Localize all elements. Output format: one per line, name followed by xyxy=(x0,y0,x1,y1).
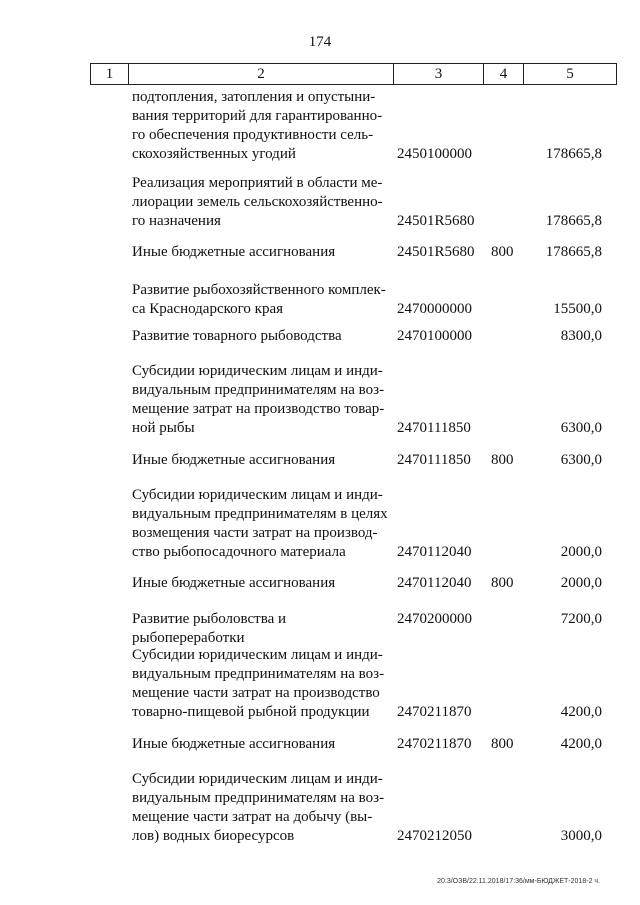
row-code: 2470112040 xyxy=(397,575,472,591)
description-line: мещение части затрат на производство xyxy=(132,685,380,701)
footer-stamp: 20.3/ОЗВ/22.11.2018/17:36/мм-БЮДЖЕТ-2018-2 ч. xyxy=(437,878,600,885)
description-line: Развитие рыболовства и рыбопереработки xyxy=(132,611,287,646)
row-amount: 2000,0 xyxy=(560,544,602,560)
row-code: 2470200000 xyxy=(397,611,472,627)
row-description xyxy=(132,610,390,648)
page-number: 174 xyxy=(308,34,332,50)
description-line: Субсидии юридическим лицам и инди- xyxy=(132,363,383,379)
description-line: Иные бюджетные ассигнования xyxy=(132,575,336,591)
description-line: Субсидии юридическим лицам и инди- xyxy=(132,771,383,787)
description-line: го назначения xyxy=(132,213,221,229)
description-line: видуальным предпринимателям на воз- xyxy=(132,382,385,398)
description-line: Развитие рыбохозяйственного комплек- xyxy=(132,282,386,298)
row-description xyxy=(132,486,390,562)
row-code: 24501R5680 xyxy=(397,213,475,229)
row-description xyxy=(132,646,390,722)
row-amount: 178665,8 xyxy=(545,244,602,260)
row-code: 2470100000 xyxy=(397,328,472,344)
description-line: ной рыбы xyxy=(132,420,195,436)
row-expense-type: 800 xyxy=(491,736,514,752)
description-line: са Краснодарского края xyxy=(132,301,284,317)
description-line: видуальным предпринимателям на воз- xyxy=(132,666,385,682)
description-line: Иные бюджетные ассигнования xyxy=(132,452,336,468)
description-line: Развитие товарного рыбоводства xyxy=(132,328,342,344)
row-description xyxy=(132,735,390,754)
row-description xyxy=(132,174,390,231)
row-code: 2470212050 xyxy=(397,828,472,844)
column-header-5: 5 xyxy=(566,66,574,82)
description-line: го обеспечения продуктивности сель- xyxy=(132,127,374,143)
column-header-4: 4 xyxy=(484,64,524,84)
description-line: подтопления, затопления и опустыни- xyxy=(132,89,376,105)
row-code: 2470211870 xyxy=(397,736,472,752)
row-amount: 15500,0 xyxy=(553,301,602,317)
row-code: 2470211870 xyxy=(397,704,472,720)
row-code: 24501R5680 xyxy=(397,244,475,260)
row-description xyxy=(132,281,390,319)
description-line: мещение части затрат на добычу (вы- xyxy=(132,809,373,825)
row-expense-type: 800 xyxy=(491,244,514,260)
row-amount: 7200,0 xyxy=(560,611,602,627)
row-amount: 6300,0 xyxy=(560,452,602,468)
row-amount: 8300,0 xyxy=(560,328,602,344)
row-amount: 4200,0 xyxy=(560,736,602,752)
row-code: 2470111850 xyxy=(397,452,471,468)
description-line: лиорации земель сельскохозяйственно- xyxy=(132,194,383,210)
description-line: лов) водных биоресурсов xyxy=(132,828,295,844)
column-header-1: 1 xyxy=(91,64,129,84)
description-line: товарно-пищевой рыбной продукции xyxy=(132,704,370,720)
row-amount: 178665,8 xyxy=(545,146,602,162)
description-line: скохозяйственных угодий xyxy=(132,146,296,162)
row-amount: 3000,0 xyxy=(560,828,602,844)
description-line: Иные бюджетные ассигнования xyxy=(132,244,336,260)
row-code: 2450100000 xyxy=(397,146,472,162)
description-line: Иные бюджетные ассигнования xyxy=(132,736,336,752)
row-amount: 178665,8 xyxy=(545,213,602,229)
row-expense-type: 800 xyxy=(491,575,514,591)
description-line: мещение затрат на производство товар- xyxy=(132,401,385,417)
row-description xyxy=(132,362,390,438)
row-code: 2470111850 xyxy=(397,420,471,436)
row-amount: 6300,0 xyxy=(560,420,602,436)
row-description xyxy=(132,574,390,593)
description-line: Субсидии юридическим лицам и инди- xyxy=(132,487,383,503)
row-expense-type: 800 xyxy=(491,452,514,468)
row-amount: 4200,0 xyxy=(560,704,602,720)
column-header-2: 2 xyxy=(129,64,394,84)
row-description xyxy=(132,770,390,846)
table-header xyxy=(90,63,617,85)
description-line: ство рыбопосадочного материала xyxy=(132,544,346,560)
row-description xyxy=(132,451,390,470)
description-line: видуальным предпринимателям на воз- xyxy=(132,790,385,806)
description-line: Реализация мероприятий в области ме- xyxy=(132,175,383,191)
column-header-3: 3 xyxy=(394,64,484,84)
row-amount: 2000,0 xyxy=(560,575,602,591)
row-code: 2470112040 xyxy=(397,544,472,560)
row-description xyxy=(132,88,390,164)
row-description xyxy=(132,327,390,346)
description-line: вания территорий для гарантированно- xyxy=(132,108,383,124)
row-code: 2470000000 xyxy=(397,301,472,317)
description-line: видуальным предпринимателям в целях xyxy=(132,506,388,522)
description-line: Субсидии юридическим лицам и инди- xyxy=(132,647,383,663)
description-line: возмещения части затрат на производ- xyxy=(132,525,378,541)
row-description xyxy=(132,243,390,262)
